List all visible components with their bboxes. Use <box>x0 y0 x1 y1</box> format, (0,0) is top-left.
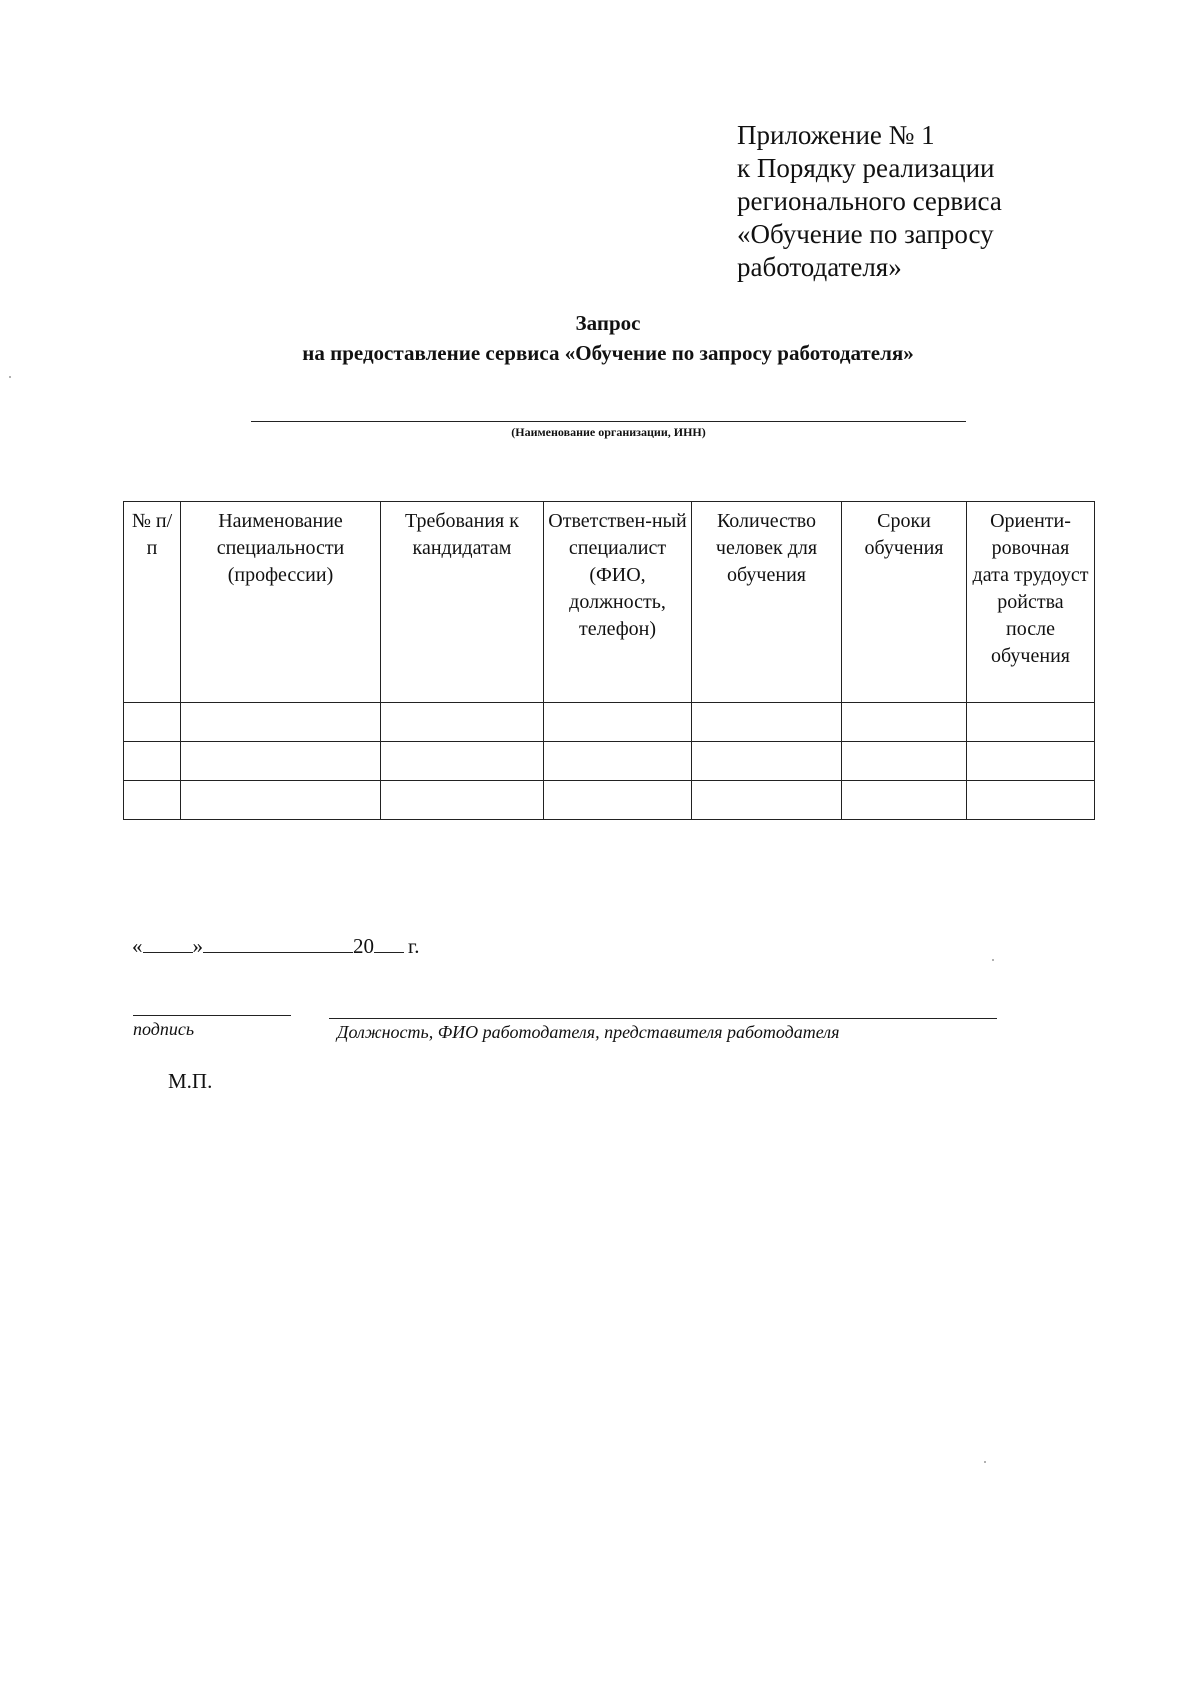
table-cell <box>842 781 967 820</box>
appendix-line: работодателя» <box>737 252 902 282</box>
header-cell-responsible: Ответствен-ный специалист (ФИО, должность, телефон) <box>544 502 692 703</box>
table-cell <box>181 703 381 742</box>
header-cell-employment-date: Ориенти-ровочная дата трудоуст ройства после обучения <box>967 502 1095 703</box>
table-cell <box>692 781 842 820</box>
table-row <box>124 781 1095 820</box>
table-cell <box>124 742 181 781</box>
table-cell <box>544 781 692 820</box>
year-blank <box>374 934 404 953</box>
document-title <box>0 308 1200 368</box>
table-cell <box>967 781 1095 820</box>
date-field <box>132 934 420 959</box>
title-line-2: на предоставление сервиса «Обучение по запросу работодателя» <box>302 341 914 365</box>
table-cell <box>381 742 544 781</box>
table-cell <box>692 742 842 781</box>
table-cell <box>181 742 381 781</box>
header-cell-requirements: Требования к кандидатам <box>381 502 544 703</box>
table-cell <box>181 781 381 820</box>
header-cell-quantity: Количество человек для обучения <box>692 502 842 703</box>
date-close-quote: » <box>192 934 203 958</box>
header-cell-specialty: Наименование специальности (профессии) <box>181 502 381 703</box>
table-cell <box>967 703 1095 742</box>
appendix-line: Приложение № 1 <box>737 120 935 150</box>
appendix-line: к Порядку реализации <box>737 153 995 183</box>
request-table <box>123 501 1095 820</box>
table-cell <box>842 703 967 742</box>
appendix-reference <box>737 119 1002 284</box>
appendix-line: регионального сервиса <box>737 186 1002 216</box>
table-cell <box>124 781 181 820</box>
stamp-place-label: М.П. <box>168 1069 213 1093</box>
year-suffix: г. <box>408 934 420 958</box>
header-cell-number: № п/п <box>124 502 181 703</box>
table-row <box>124 703 1095 742</box>
table-cell <box>544 742 692 781</box>
organization-field-line <box>251 421 966 422</box>
title-line-1: Запрос <box>575 311 641 335</box>
organization-field-caption: (Наименование организации, ИНН) <box>511 425 706 439</box>
month-blank <box>203 934 353 953</box>
scan-speck <box>9 376 11 378</box>
table-cell <box>381 703 544 742</box>
day-blank <box>143 934 193 953</box>
position-name-line <box>329 1018 997 1019</box>
table-cell <box>967 742 1095 781</box>
appendix-line: «Обучение по запросу <box>737 219 994 249</box>
signature-caption: подпись <box>133 1019 195 1039</box>
table-cell <box>381 781 544 820</box>
table-header-row <box>124 502 1095 703</box>
year-prefix: 20 <box>353 934 374 958</box>
table-cell <box>692 703 842 742</box>
table-row <box>124 742 1095 781</box>
table-cell <box>544 703 692 742</box>
scan-speck <box>984 1461 986 1463</box>
scan-speck <box>992 959 994 961</box>
header-cell-terms: Сроки обучения <box>842 502 967 703</box>
position-name-caption: Должность, ФИО работодателя, представителя работодателя <box>337 1022 840 1042</box>
table-cell <box>842 742 967 781</box>
signature-line <box>133 1015 291 1016</box>
date-open-quote: « <box>132 934 143 958</box>
table-cell <box>124 703 181 742</box>
